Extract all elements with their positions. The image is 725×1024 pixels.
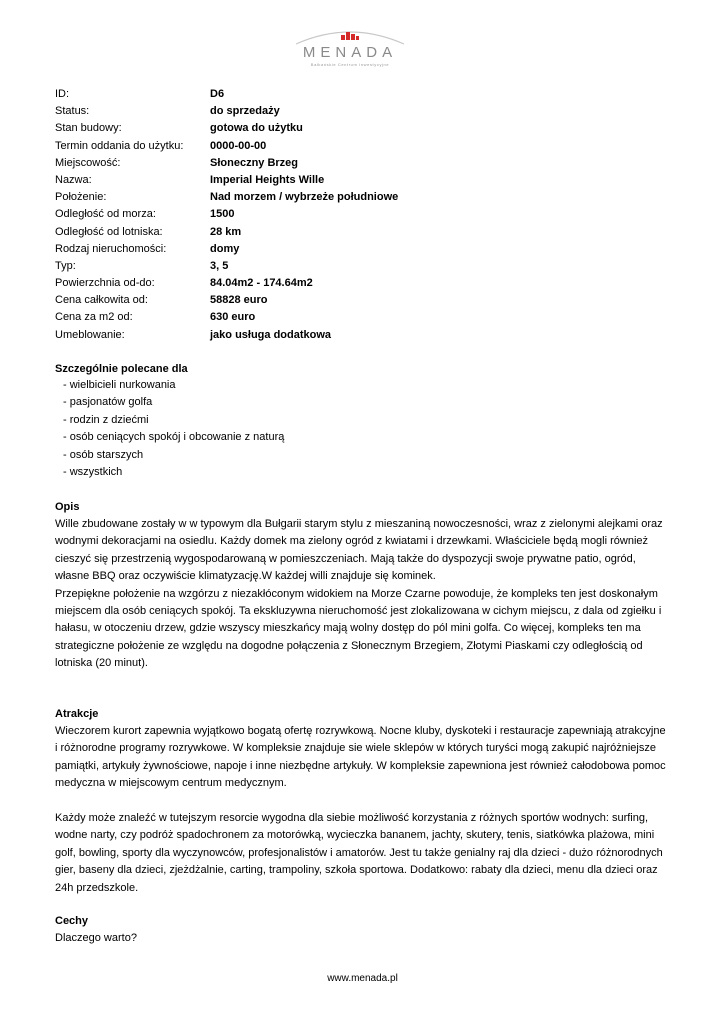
prop-label: Odległość od lotniska: (55, 225, 163, 238)
text-line: medyczna w miejscowym centrum medycznym. (55, 777, 287, 790)
prop-value: D6 (210, 88, 225, 100)
text-line: cieszyć się przestrzenią wygospodarowaną w pomieszczeniach. Mają także do dyspozycji swoje prywatne patio, ogród, (55, 552, 636, 565)
list-item: - pasjonatów golfa (63, 396, 153, 409)
prop-label: Powierzchnia od-do: (55, 277, 155, 290)
prop-label: Typ: (55, 259, 76, 272)
prop-value: 3, 5 (210, 259, 229, 272)
prop-row-type (55, 258, 675, 275)
prop-row-id (55, 86, 675, 103)
prop-row-property-kind (55, 241, 675, 258)
prop-label: Cena za m2 od: (55, 311, 133, 324)
prop-value: 0000-00-00 (210, 139, 267, 152)
prop-label: Status: (55, 105, 90, 118)
prop-row-sea-distance (55, 206, 675, 223)
prop-value: jako usługa dodatkowa (210, 328, 332, 341)
cechy-title: Cechy (55, 915, 89, 927)
prop-value: Nad morzem / wybrzeże południowe (210, 191, 399, 204)
text-line: miejscem dla osób ceniących spokój. Ta ekskluzywna nieruchomość jest zlokalizowana w cichym miejscu, z dala od zgiełku i (55, 605, 662, 618)
text-line: pamiątki, artykuły żywnościowe, napoje i inne niezbędne artykuły. W kompleksie zapewniona jest również całodobowa pomoc (55, 759, 666, 772)
list-item: - wszystkich (63, 466, 123, 479)
list-item: - rodzin z dziećmi (63, 413, 149, 426)
prop-value: 630 euro (210, 311, 256, 324)
prop-label: ID: (55, 88, 70, 100)
prop-value: gotowa do użytku (210, 122, 303, 135)
prop-label: Odległość od morza: (55, 208, 156, 221)
prop-value: domy (210, 242, 240, 255)
atrakcje-paragraph-1 (55, 723, 670, 793)
text-line: Wille zbudowane zostały w w typowym dla Bułgarii starym stylu z mieszaniną nowoczesności, wraz z zielonymi alejkami oraz (55, 518, 663, 530)
prop-value: 1500 (210, 208, 235, 221)
text-line: Przepiękne położenie na wzgórzu z niezakłóconym widokiem na Morze Czarne powoduje, że kompleks ten jest doskonałym (55, 587, 658, 600)
opis-text (55, 516, 670, 673)
prop-label: Nazwa: (55, 173, 92, 186)
prop-label: Położenie: (55, 191, 107, 204)
opis-title: Opis (55, 501, 80, 513)
prop-value: do sprzedaży (210, 105, 280, 118)
prop-label: Umeblowanie: (55, 328, 125, 341)
prop-label: Rodzaj nieruchomości: (55, 242, 167, 255)
atrakcje-paragraph-2 (55, 810, 670, 897)
menada-logo (290, 26, 410, 70)
prop-value: Słoneczny Brzeg (210, 156, 299, 169)
text-line: wodnymi dekoracjami na osiedlu. Każdy domek ma zielony ogród z kwiatami i drzewkami. Właściciele będą mogli również (55, 535, 649, 548)
text-line: własne BBQ oraz oczywiście klimatyzację.W każdej willi znajduje się kominek. (55, 570, 436, 583)
prop-value: 28 km (210, 225, 242, 238)
list-item: - osób ceniących spokój i obcowanie z naturą (63, 431, 285, 444)
recommended-title: Szczególnie polecane dla (55, 363, 188, 375)
prop-row-build-state (55, 120, 675, 137)
text-line: Każdy może znaleźć w tutejszym resorcie wygodna dla siebie możliwość korzystania z różnych sportów wodnych: surfing, (55, 812, 649, 824)
text-line: wodne narty, czy podróż spadochronem za motorówką, wycieczka bananem, jachty, skutery, tenis, siatkówka plażowa, mini (55, 829, 655, 842)
cechy-text: Dlaczego warto? (55, 932, 137, 944)
prop-row-status (55, 103, 675, 120)
prop-label: Stan budowy: (55, 122, 122, 135)
prop-value: 58828 euro (210, 294, 268, 307)
prop-row-total-price (55, 292, 675, 309)
prop-row-price-per-m2 (55, 309, 675, 326)
prop-row-furnishing (55, 327, 675, 344)
prop-row-town (55, 155, 675, 172)
prop-row-completion-date (55, 138, 675, 155)
text-line: Wieczorem kurort zapewnia wyjątkowo bogatą ofertę rozrywkową. Nocne kluby, dyskoteki i restauracje zapewniają atrakcyjne (55, 725, 666, 737)
list-item: - osób starszych (63, 448, 144, 461)
list-item: - wielbicieli nurkowania (63, 379, 176, 391)
atrakcje-title: Atrakcje (55, 708, 99, 720)
text-line: lotniska (20 minut). (55, 657, 148, 670)
logo-tagline: Bałkańskie Centrum Inwestycyjne (310, 62, 390, 67)
property-details (55, 86, 675, 344)
prop-label: Miejscowość: (55, 156, 121, 169)
prop-row-name (55, 172, 675, 189)
text-line: strategiczne położenie ze względu na dogodne połączenia z Słonecznym Brzegiem, Złotymi Piaskami czy odległością od (55, 639, 643, 652)
prop-row-location (55, 189, 675, 206)
text-line: hałasu, w otoczeniu drzew, gdzie wszyscy mieszkańcy mają wolny dostęp do pól mini golfa. Co więcej, kompleks ten ma (55, 622, 641, 635)
prop-label: Cena całkowita od: (55, 294, 148, 307)
text-line: i różnorodne programy rozrywkowe. W kompleksie znajduje sie wiele sklepów w których turyści mogą zakupić najróżniejsze (55, 742, 656, 755)
text-line: 24h przedszkole. (55, 881, 139, 894)
recommended-list (63, 377, 284, 481)
text-line: gier, baseny dla dzieci, zjeżdżalnie, carting, trampoliny, szkoła sportowa. Dodatkowo: rabaty dla dzieci, menu dla dzieci oraz (55, 864, 658, 877)
prop-row-area (55, 275, 675, 292)
prop-value: 84.04m2 - 174.64m2 (210, 277, 313, 290)
logo-name: MENADA (302, 44, 398, 61)
text-line: golf, bowling, sporty dla wyczynowców, profesjonalistów i amatorów. Jest tu także genialny raj dla dzieci - dużo różnorodnych (55, 846, 663, 859)
prop-value: Imperial Heights Wille (210, 173, 325, 186)
prop-row-airport-distance (55, 224, 675, 241)
footer-url: www.menada.pl (327, 973, 398, 984)
prop-label: Termin oddania do użytku: (55, 139, 184, 152)
